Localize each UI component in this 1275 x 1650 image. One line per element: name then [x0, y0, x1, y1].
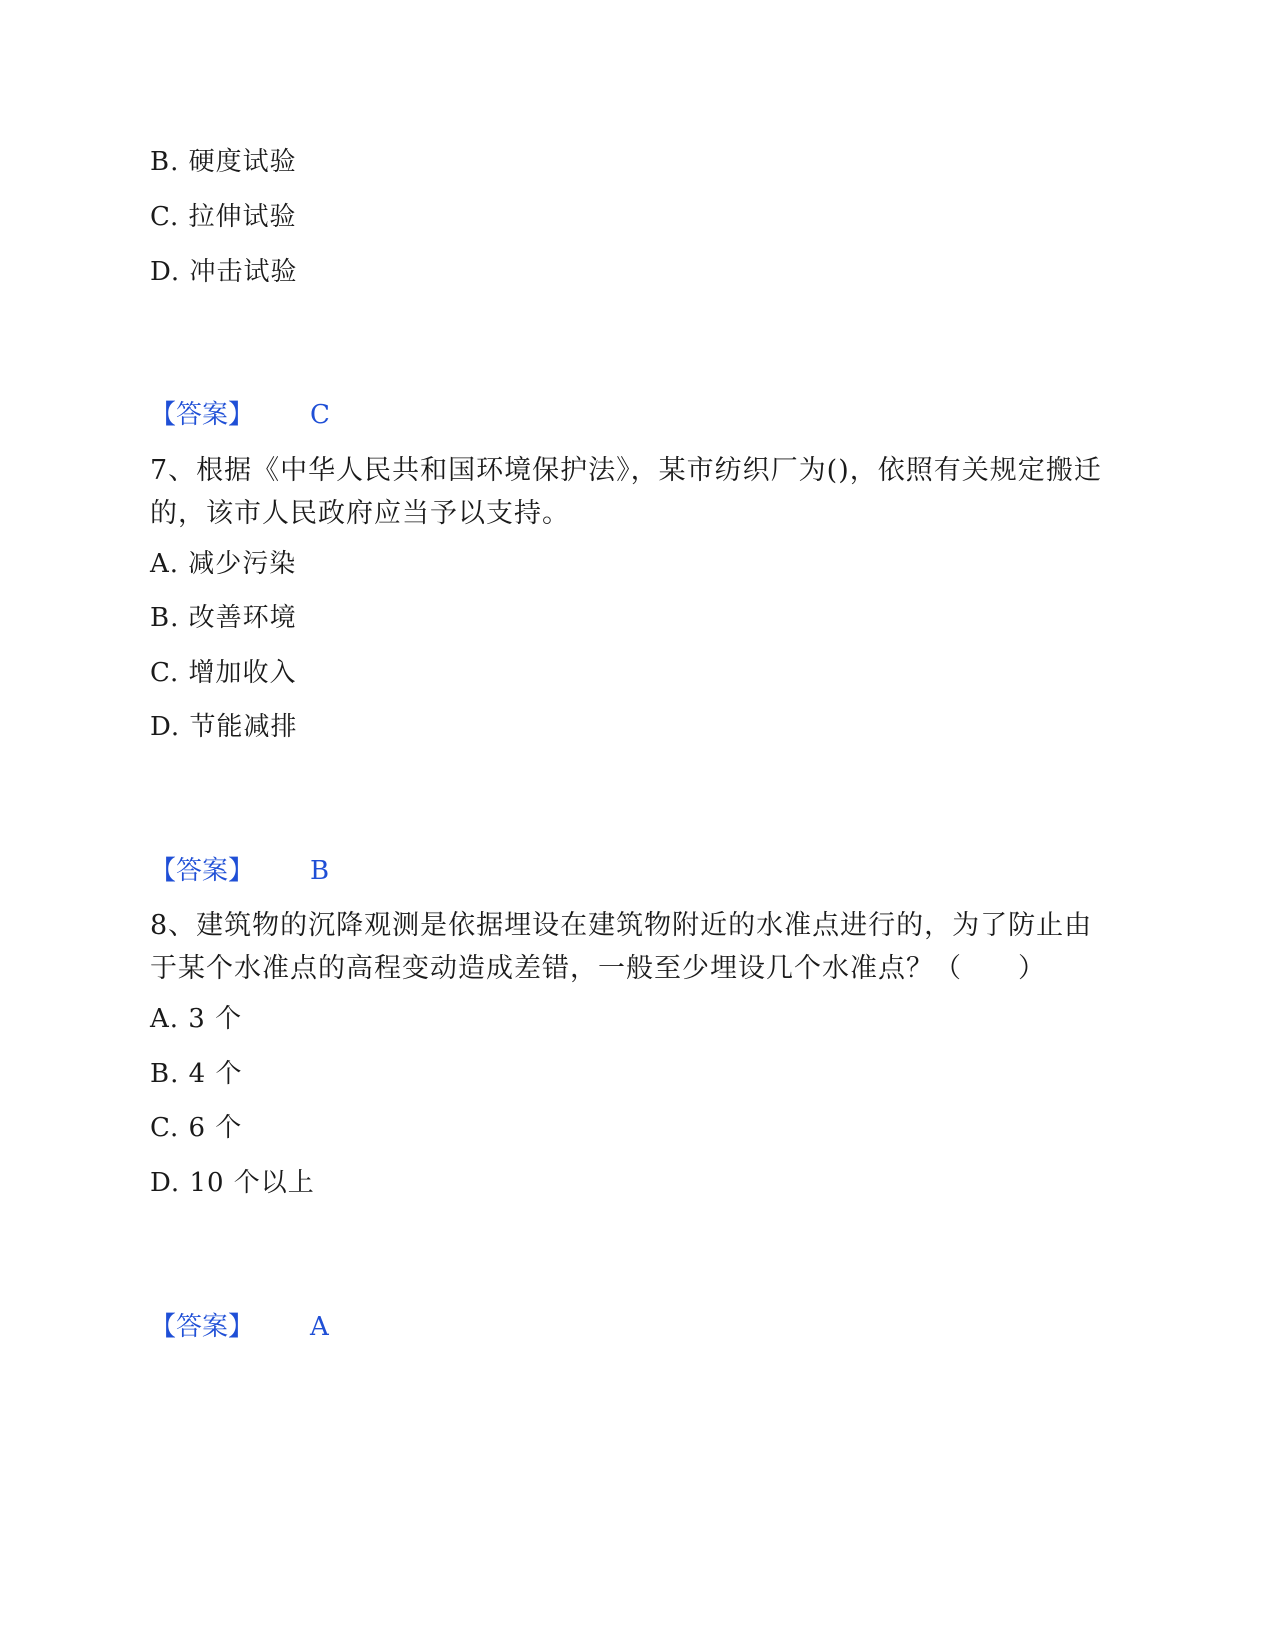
q6-option-c: C. 拉伸试验 — [150, 202, 297, 232]
q7-option-c: C. 增加收入 — [150, 658, 297, 688]
q8-option-c: C. 6 个 — [150, 1113, 243, 1143]
q6-answer — [150, 398, 330, 432]
q7-stem: 7、根据《中华人民共和国环境保护法》，某市纺织厂为()，依照有关规定搬迁的，该市人民政府应当予以支持。 — [150, 455, 1102, 529]
q8-option-a: A. 3 个 — [150, 1004, 243, 1034]
q7-option-d: D. 节能减排 — [150, 712, 298, 742]
q7-option-b: B. 改善环境 — [150, 603, 297, 633]
q8-option-d: D. 10 个以上 — [150, 1168, 315, 1198]
q8-stem: 8、建筑物的沉降观测是依据埋设在建筑物附近的水准点进行的，为了防止由于某个水准点的高程变动造成差错，一般至少埋设几个水准点？（ ） — [150, 910, 1093, 984]
answer-label: 【答案】 — [150, 400, 255, 430]
q8-answer — [150, 1310, 329, 1344]
q8-option-b: B. 4 个 — [150, 1059, 243, 1089]
q6-option-b: B. 硬度试验 — [150, 147, 297, 177]
answer-value: A — [310, 1312, 329, 1342]
q7-answer — [150, 854, 329, 888]
q7-option-a: A. 减少污染 — [150, 549, 297, 579]
answer-value: C — [310, 400, 330, 430]
answer-label: 【答案】 — [150, 856, 255, 886]
answer-label: 【答案】 — [150, 1312, 255, 1342]
q6-option-d: D. 冲击试验 — [150, 257, 298, 287]
answer-value: B — [310, 856, 330, 886]
